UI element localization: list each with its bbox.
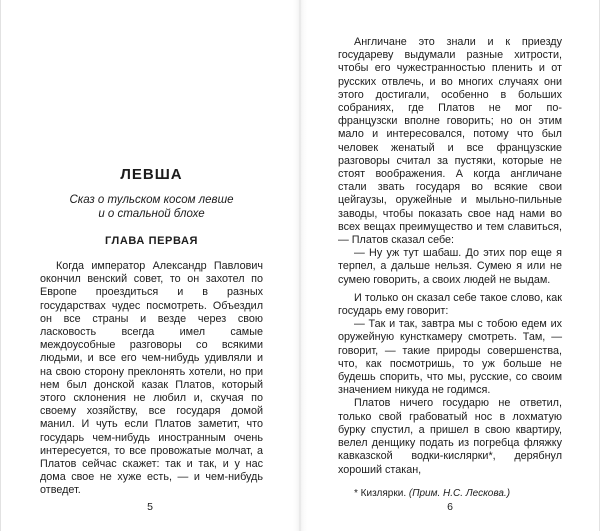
book-subtitle	[40, 193, 263, 221]
left-page-text-column	[40, 166, 263, 498]
paragraph: Когда император Александр Павлович окончил венский совет, то он захотел по Европе проездиться и в разных государствах чудес посмотреть. Объездил он все страны и везде через свою ласковость всегда имел самые междоусобные разговоры со всякими людьми, и все его чем-нибудь удивляли и на свою сторону преклонять хотели, но при нем был донской казак Платов, который этого склонения не любил и, скучая по своему хозяйству, все государя домой манил. И чуть если Платов заметит, что государь чем-нибудь иностранным очень интересуется, то все провожатые молчат, а Платов сейчас скажет: так и так, и у нас дома свое не хуже есть, — и чем-нибудь отведет.	[40, 260, 263, 497]
paragraph: — Ну уж тут шабаш. До этих пор еще я терпел, а дальше нельзя. Сумею я или не сумею говорить, а своих людей не выдам.	[338, 247, 562, 286]
footnote-text: * Кизлярки.	[354, 487, 409, 499]
subtitle-line-2: и о стальной блохе	[98, 208, 205, 220]
paragraph: Англичане это знали и к приезду государеву выдумали разные хитрости, чтобы его чужестранностью пленить и от русских отвлечь, и во многих случаях они этого достигали, особенно в больших собраниях, где Платов не мог по-французски вполне говорить; но он этим мало и интересовался, потому что был человек женатый и все французские разговоры считал за пустяки, которые не стоят воображения. А когда англичане стали звать государя во всякие свои цейгаузы, оружейные и мыльно-пильные заводы, чтобы показать свое над нами во всех вещах преимущество и тем славиться, — Платов сказал себе:	[338, 36, 562, 247]
page-number-left: 5	[147, 501, 153, 513]
footnote	[338, 488, 562, 501]
paragraph: И только он сказал себе такое слово, как государь ему говорит:	[338, 291, 562, 318]
footnote-source: (Прим. Н.С. Лескова.)	[408, 487, 511, 499]
right-page	[300, 0, 600, 531]
paragraph: Платов ничего государю не ответил, только свой грабоватый нос в лохматую бурку спустил, а пришел в свою квартиру, велел денщику подать из погребца фляжку кавказской водки-кислярки*, дерябнул хороший стакан,	[338, 397, 562, 476]
book-title: ЛЕВША	[120, 166, 183, 183]
subtitle-line-1: Сказ о тульском косом левше	[69, 194, 234, 206]
paragraph: — Так и так, завтра мы с тобою едем их оружейную кунсткамеру смотреть. Там, — говорит, — такие природы совершенства, что, как посмотришь, то уж больше не будешь спорить, что мы, русские, со своим значением никуда не годимся.	[338, 318, 562, 397]
chapter-heading: ГЛАВА ПЕРВАЯ	[104, 235, 199, 247]
right-page-text-column	[338, 36, 562, 500]
page-number-right: 6	[447, 501, 453, 513]
